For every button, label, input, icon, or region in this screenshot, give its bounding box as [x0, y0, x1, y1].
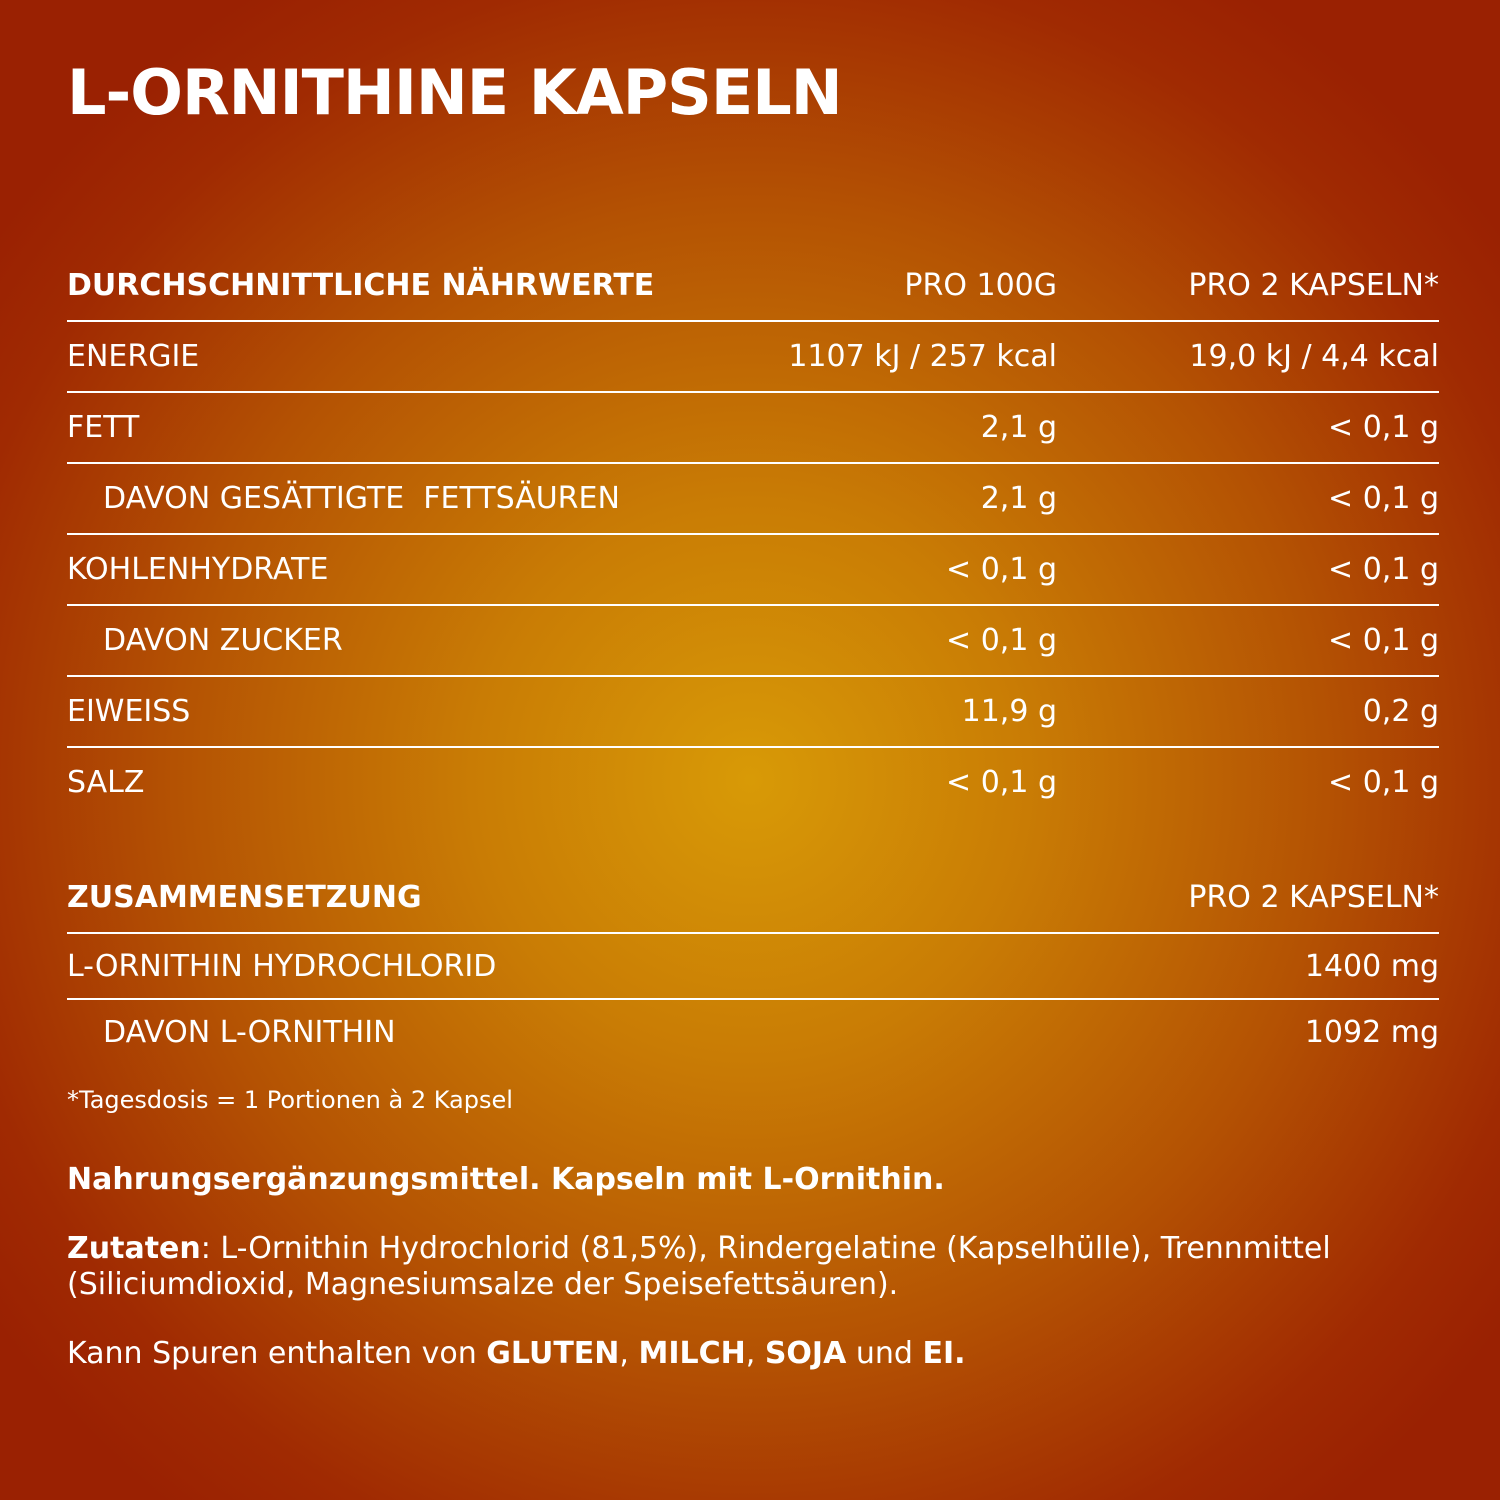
nutrient-value-per-2-capsules: < 0,1 g — [1057, 392, 1439, 463]
nutrient-value-per-2-capsules: 0,2 g — [1057, 676, 1439, 747]
allergen-separator: , — [619, 1336, 639, 1371]
nutrition-table — [67, 250, 1439, 817]
ingredient-label: L-ORNITHIN HYDROCHLORID — [67, 933, 967, 999]
composition-header — [67, 862, 1439, 933]
nutrient-label: DAVON GESÄTTIGTE FETTSÄUREN — [67, 463, 727, 534]
nutrition-header-per-100g: PRO 100G — [904, 267, 1057, 303]
table-row — [67, 676, 1439, 747]
nutrient-label: SALZ — [67, 747, 727, 817]
allergen-soy: SOJA — [764, 1336, 847, 1371]
nutrient-label: DAVON ZUCKER — [67, 605, 727, 676]
ingredient-label: DAVON L-ORNITHIN — [67, 999, 967, 1064]
composition-header-label: ZUSAMMENSETZUNG — [67, 879, 422, 915]
allergen-notice — [67, 1336, 1447, 1372]
allergen-milk: MILCH — [638, 1336, 746, 1371]
table-row — [67, 999, 1439, 1064]
nutrient-label: EIWEISS — [67, 676, 727, 747]
product-description: Nahrungsergänzungsmittel. Kapseln mit L-Ornithin. — [67, 1162, 945, 1197]
nutrient-value-per-2-capsules: < 0,1 g — [1057, 747, 1439, 817]
nutrient-label: ENERGIE — [67, 321, 727, 392]
table-row — [67, 605, 1439, 676]
nutrient-value-per-100g: 1107 kJ / 257 kcal — [727, 321, 1057, 392]
ingredients-list: : L-Ornithin Hydrochlorid (81,5%), Rindergelatine (Kapselhülle), Trennmittel (Siliciumdioxid, Magnesiumsalze der Speisefettsäuren). — [67, 1231, 1331, 1302]
nutrient-value-per-100g: < 0,1 g — [727, 605, 1057, 676]
nutrient-label: KOHLENHYDRATE — [67, 534, 727, 605]
ingredients-label: Zutaten — [67, 1231, 201, 1266]
nutrient-value-per-100g: 11,9 g — [727, 676, 1057, 747]
composition-header-per-2-capsules: PRO 2 KAPSELN* — [1188, 879, 1439, 915]
composition-table — [67, 862, 1439, 1064]
daily-dose-footnote: *Tagesdosis = 1 Portionen à 2 Kapsel — [67, 1086, 513, 1114]
nutrient-value-per-2-capsules: < 0,1 g — [1057, 534, 1439, 605]
nutrient-value-per-100g: 2,1 g — [727, 392, 1057, 463]
nutrition-header-per-2-capsules: PRO 2 KAPSELN* — [1188, 267, 1439, 303]
ingredients-text — [67, 1231, 1447, 1303]
page-title: L-ORNITHINE KAPSELN — [67, 56, 842, 129]
nutrient-value-per-2-capsules: < 0,1 g — [1057, 463, 1439, 534]
table-row — [67, 463, 1439, 534]
table-row — [67, 534, 1439, 605]
nutrient-value-per-2-capsules: 19,0 kJ / 4,4 kcal — [1057, 321, 1439, 392]
nutrition-header — [67, 250, 1439, 321]
allergen-gluten: GLUTEN — [486, 1336, 620, 1371]
nutrient-value-per-2-capsules: < 0,1 g — [1057, 605, 1439, 676]
nutrition-header-label: DURCHSCHNITTLICHE NÄHRWERTE — [67, 267, 655, 303]
allergen-prefix: Kann Spuren enthalten von — [67, 1336, 487, 1371]
allergen-conjunction: und — [846, 1336, 923, 1371]
nutrient-value-per-100g: < 0,1 g — [727, 747, 1057, 817]
nutrient-value-per-100g: 2,1 g — [727, 463, 1057, 534]
allergen-egg: EI. — [922, 1336, 966, 1371]
table-row — [67, 933, 1439, 999]
table-row — [67, 321, 1439, 392]
nutrient-label: FETT — [67, 392, 727, 463]
nutrient-value-per-100g: < 0,1 g — [727, 534, 1057, 605]
table-row — [67, 392, 1439, 463]
allergen-separator: , — [745, 1336, 765, 1371]
ingredient-amount: 1400 mg — [967, 933, 1439, 999]
ingredient-amount: 1092 mg — [967, 999, 1439, 1064]
table-row — [67, 747, 1439, 817]
